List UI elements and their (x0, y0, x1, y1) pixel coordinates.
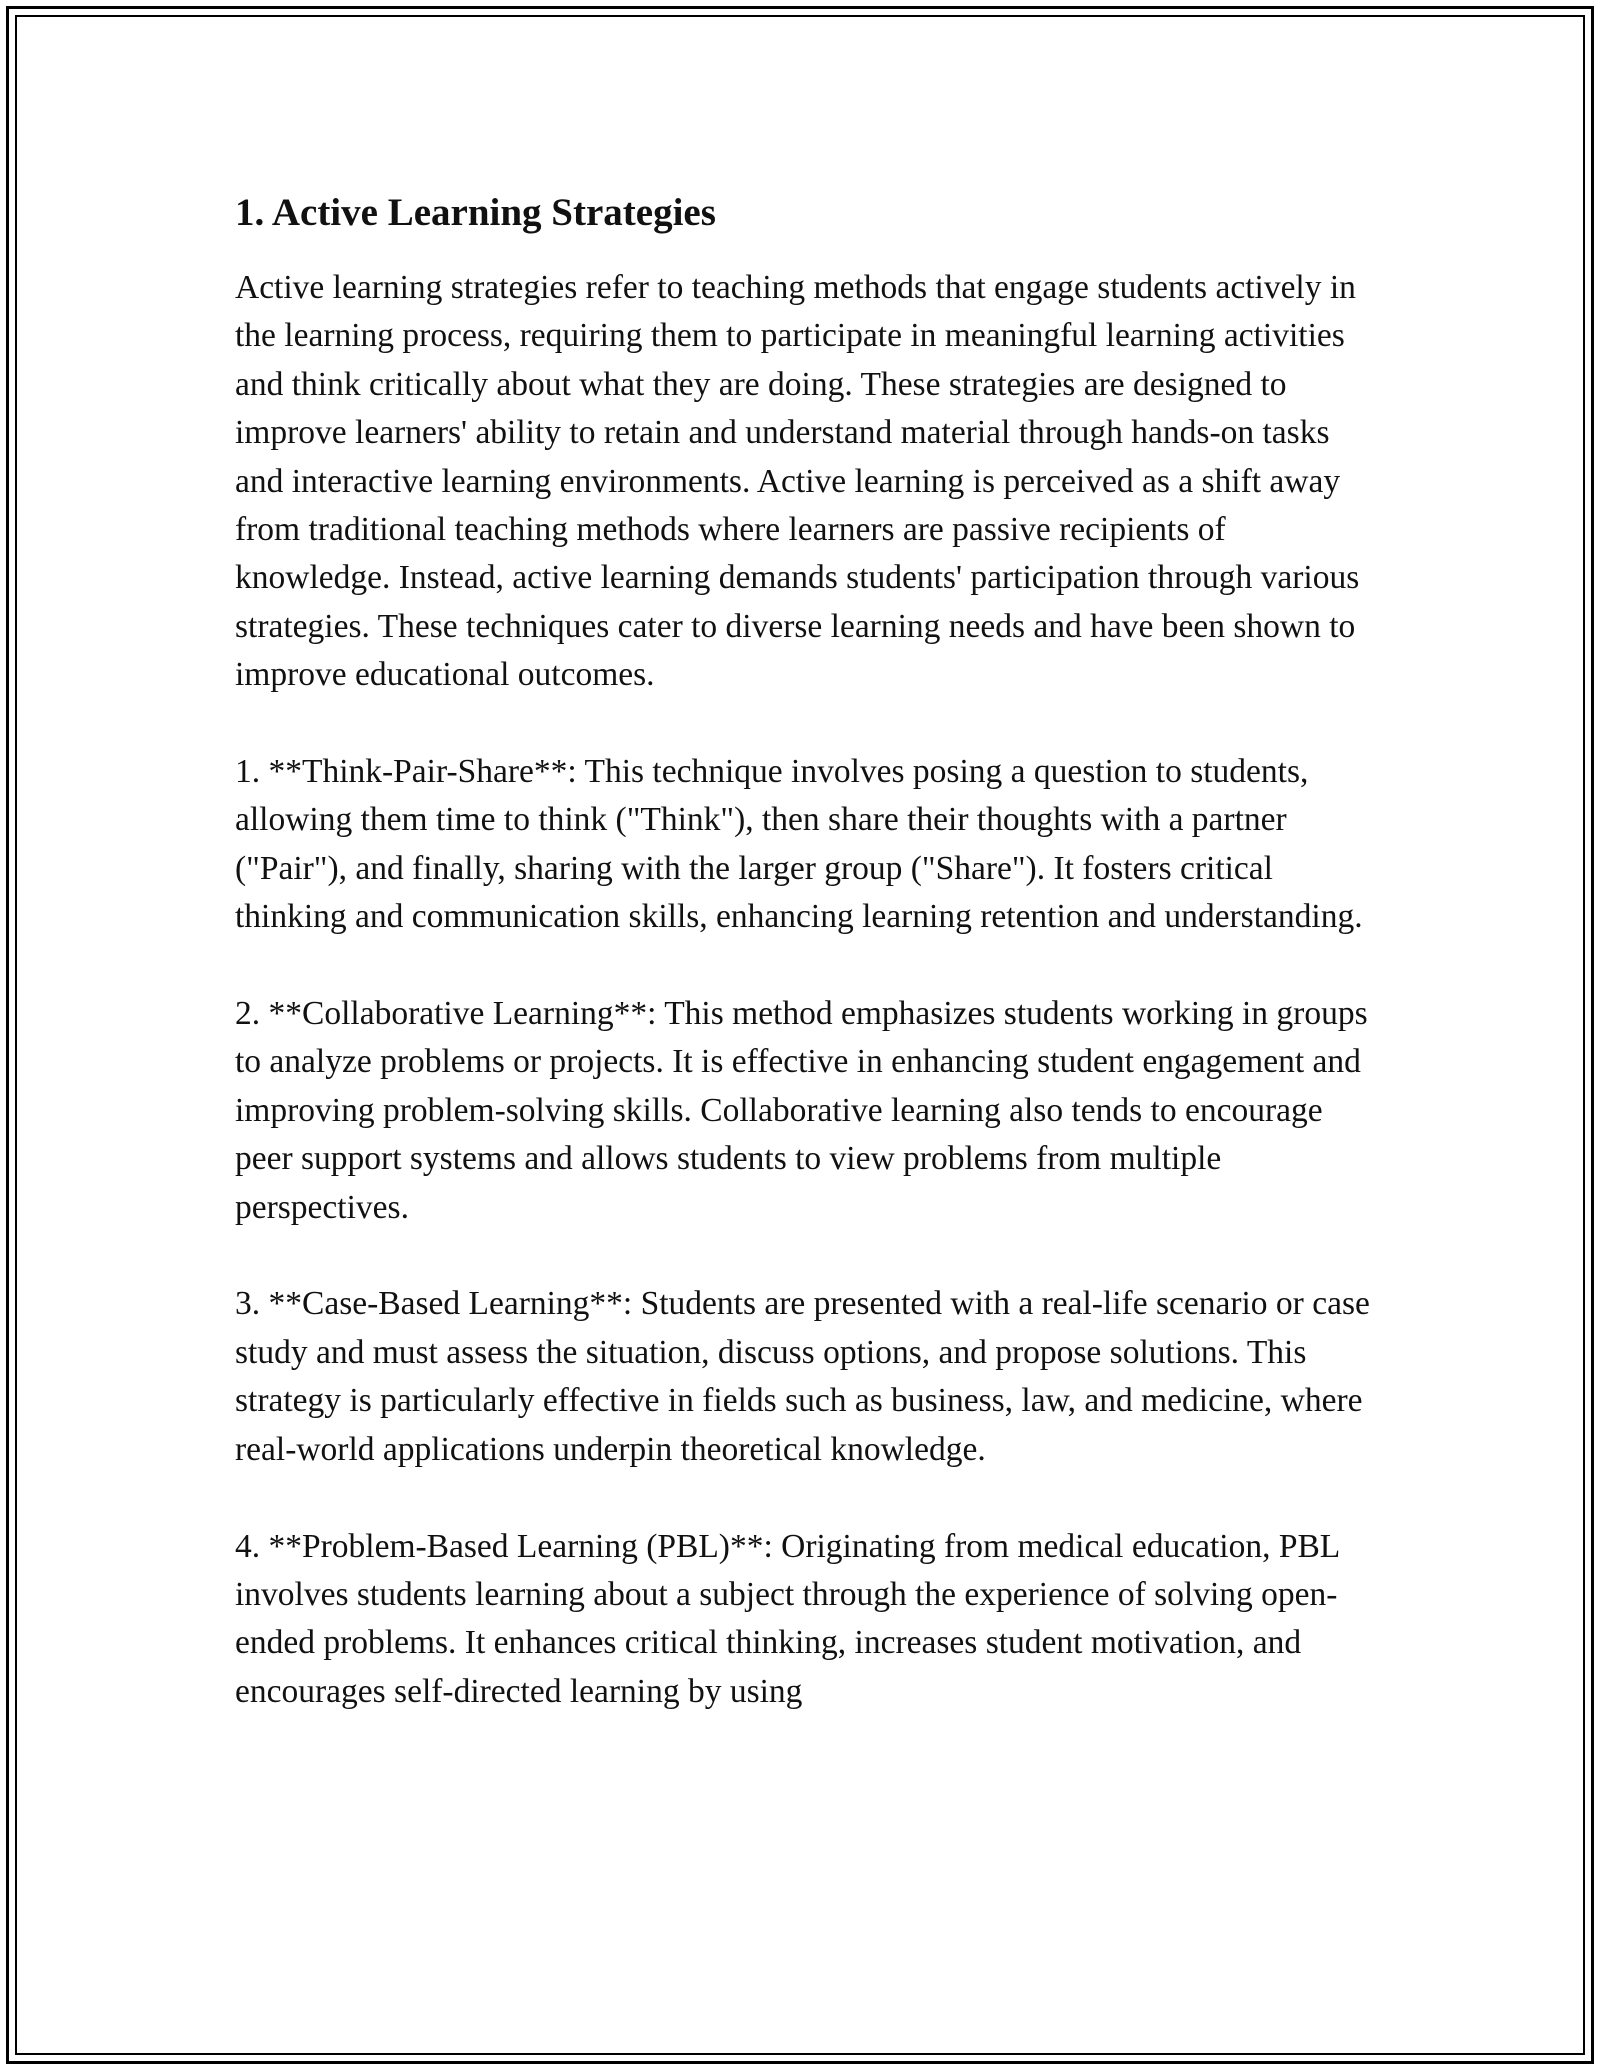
problem-based-learning-paragraph: 4. **Problem-Based Learning (PBL)**: Originating from medical education, PBL involves students learning about a subject through the experience of solving open-ended problems. It enhances critical thinking, increases student motivation, and encourages self-directed learning by using (235, 1527, 1340, 1710)
document-body (235, 190, 1375, 1765)
case-based-learning-paragraph: 3. **Case-Based Learning**: Students are presented with a real-life scenario or case study and must assess the situation, discuss options, and propose solutions. This strategy is particularly effective in fields such as business, law, and medicine, where real-world applications underpin theoretical knowledge. (235, 1285, 1370, 1468)
collaborative-learning-paragraph: 2. **Collaborative Learning**: This method emphasizes students working in groups to analyze problems or projects. It is effective in enhancing student engagement and improving problem-solving skills. Collaborative learning also tends to encourage peer support systems and allows students to view problems from multiple perspectives. (235, 995, 1368, 1226)
section-heading: 1. Active Learning Strategies (235, 191, 716, 234)
think-pair-share-paragraph: 1. **Think-Pair-Share**: This technique involves posing a question to students, allowing them time to think ("Think"), then share their thoughts with a partner ("Pair"), and finally, sharing with the larger group ("Share"). It fosters critical thinking and communication skills, enhancing learning retention and understanding. (235, 753, 1363, 936)
intro-paragraph: Active learning strategies refer to teaching methods that engage students actively in the learning process, requiring them to participate in meaningful learning activities and think critically about what they are doing. These strategies are designed to improve learners' ability to retain and understand material through hands-on tasks and interactive learning environments. Active learning is perceived as a shift away from traditional teaching methods where learners are passive recipients of knowledge. Instead, active learning demands students' participation through various strategies. These techniques cater to diverse learning needs and have been shown to improve educational outcomes. (235, 269, 1360, 694)
